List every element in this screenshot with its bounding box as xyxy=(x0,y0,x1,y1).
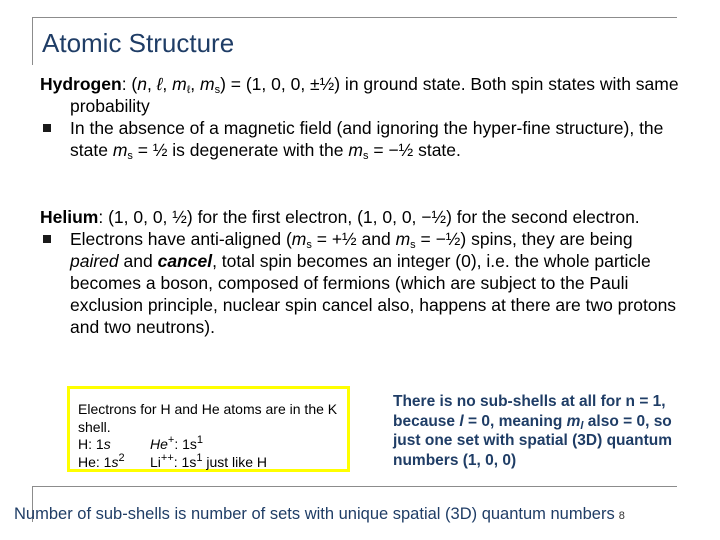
ms-var: m xyxy=(348,140,363,160)
h-orbital: s xyxy=(103,436,111,452)
hydrogen-label: Hydrogen xyxy=(40,74,122,94)
ms-subscript: s xyxy=(362,150,369,162)
separator: , xyxy=(162,74,173,94)
bullet-text: Electrons have anti-aligned ( xyxy=(70,229,292,249)
li-config: : 1s xyxy=(173,453,197,470)
note-text: = 0, meaning xyxy=(463,412,567,430)
note-text: also = 0, so just one set with spatial (3D) quantum numbers (1, 0, 0) xyxy=(393,412,673,469)
ml-subscript: l xyxy=(580,419,584,432)
hydrogen-bullet xyxy=(40,117,680,161)
note-text: There is no sub-shells at all for n = 1, because xyxy=(393,393,666,430)
cancel-word: cancel xyxy=(157,251,213,271)
heplus-exponent: 1 xyxy=(196,434,204,446)
bullet-text: , total spin becomes an integer (0), i.e. the whole particle becomes a boson, composed of fermions (which are subject to the Pauli exclusion principle, nuclear spin cancel also, happens at there are two protons and two neutrons). xyxy=(70,251,677,337)
hydrogen-paragraph xyxy=(40,73,680,117)
bullet-text: = −½) spins, they are being xyxy=(415,229,633,249)
li-label: Li xyxy=(150,453,161,470)
shell-box-line1: Electrons for H and He atoms are in the K shell. xyxy=(78,401,338,435)
qn-ml-subscript: ℓ xyxy=(186,84,191,96)
bullet-square-icon xyxy=(43,235,51,243)
bullet-text: = +½ and xyxy=(311,229,396,249)
hydrogen-section xyxy=(40,73,680,161)
footer-text: Number of sub-shells is number of sets with unique spatial (3D) quantum numbers xyxy=(14,505,615,523)
helium-label: Helium xyxy=(40,207,99,227)
ms-subscript: s xyxy=(410,239,416,251)
bullet-text: and xyxy=(118,251,158,271)
subshell-note xyxy=(393,392,693,470)
li-exponent: 1 xyxy=(196,451,203,464)
heplus-config: : 1s xyxy=(174,436,197,452)
qn-ms: m xyxy=(200,74,215,94)
li-rest: just like H xyxy=(202,453,268,470)
hydrogen-text: ) = (1, 0, 0, ±½) in ground state. Both spin states with same probability xyxy=(70,74,679,116)
h-config: H: 1 xyxy=(78,436,104,452)
ms-var: m xyxy=(291,229,307,249)
helium-paragraph xyxy=(40,206,680,228)
paired-word: paired xyxy=(70,251,119,271)
bullet-text: = ½ is degenerate with the xyxy=(132,140,349,160)
bullet-square-icon xyxy=(43,124,51,132)
qn-ms-subscript: s xyxy=(214,84,221,96)
bullet-text: = −½ state. xyxy=(368,140,461,160)
he-config: He: 1 xyxy=(78,453,112,470)
frame-top-rule xyxy=(32,17,677,18)
ms-subscript: s xyxy=(127,150,133,162)
he-exponent: 2 xyxy=(118,451,125,464)
bullet-text: In the absence of a magnetic field (and ignoring the hyper-fine structure), the state xyxy=(70,118,664,160)
helium-text: : (1, 0, 0, ½) for the first electron, (1, 0, 0, −½) for the second electron. xyxy=(98,207,640,227)
ms-var: m xyxy=(395,229,411,249)
he-orbital: s xyxy=(111,453,119,470)
li-charge: ++ xyxy=(160,451,174,464)
qn-ml: m xyxy=(172,74,187,94)
l-var: l xyxy=(459,412,464,430)
separator: , xyxy=(190,74,200,94)
shell-box-row-he xyxy=(78,451,347,472)
helium-section xyxy=(40,206,680,338)
qn-l: ℓ xyxy=(156,74,163,94)
ml-var: m xyxy=(566,412,581,430)
slide-title: Atomic Structure xyxy=(42,28,235,58)
heplus-charge: + xyxy=(167,434,175,446)
heplus-label: He xyxy=(150,436,168,452)
footer-summary xyxy=(14,505,625,524)
qn-n: n xyxy=(137,74,147,94)
ms-subscript: s xyxy=(306,239,312,251)
frame-bottom-rule xyxy=(32,486,677,487)
separator: , xyxy=(146,74,157,94)
helium-bullet xyxy=(40,228,680,338)
ms-var: m xyxy=(112,140,128,160)
page-number: 8 xyxy=(618,510,625,522)
hydrogen-text: : ( xyxy=(121,74,138,94)
frame-left-rule xyxy=(32,17,33,65)
shell-config-box xyxy=(67,386,350,472)
